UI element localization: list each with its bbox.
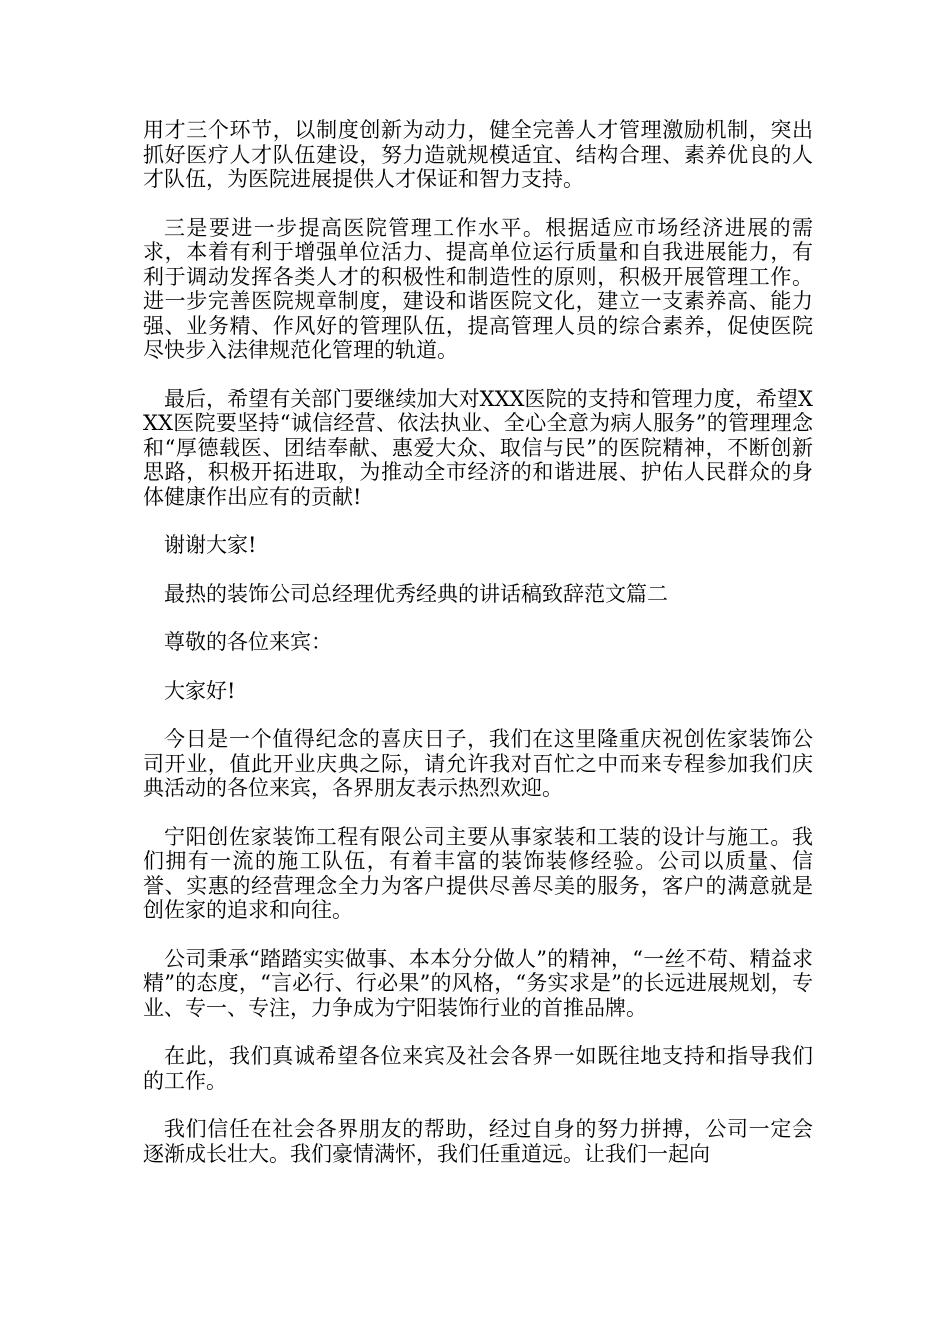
closing-thanks: 谢谢大家! [164,533,257,557]
greeting: 大家好! [164,678,236,703]
section-heading: 最热的装饰公司总经理优秀经典的讲话稿致辞范文篇二 [164,581,668,606]
paragraph-3: 最后，希望有关部门要继续加大对XXX医院的支持和管理力度，希望XXX医院要坚持“诚信经营、依法执业、全心全意为病人服务”的管理理念和“厚德载医、团结奉献、惠爱大众、取信与民”的医院精神，不断创新思路，积极开拓进取，为推动全市经济的和谐进展、护佑人民群众的身体健康作出应有的贡献! [143,386,813,509]
paragraph-8: 今日是一个值得纪念的喜庆日子，我们在这里隆重庆祝创佐家装饰公司开业，值此开业庆典之际，请允许我对百忙之中而来专程参加我们庆典活动的各位来宾，各界朋友表示热烈欢迎。 [143,727,813,800]
paragraph-10: 公司秉承“踏踏实实做事、本本分分做人”的精神，“一丝不苟、精益求精”的态度，“言必行、行必果”的风格，“务实求是”的长远进展规划，专业、专一、专注，力争成为宁阳装饰行业的首推品牌。 [143,946,813,1020]
salutation: 尊敬的各位来宾： [164,630,332,654]
paragraph-12: 我们信任在社会各界朋友的帮助，经过自身的努力拼搏，公司一定会逐渐成长壮大。我们豪情满怀，我们任重道远。让我们一起向 [143,1117,813,1166]
paragraph-9: 宁阳创佐家装饰工程有限公司主要从事家装和工装的设计与施工。我们拥有一流的施工队伍，有着丰富的装饰装修经验。公司以质量、信誉、实惠的经营理念全力为客户提供尽善尽美的服务，客户的满意就是创佐家的追求和向往。 [143,824,813,922]
paragraph-2: 三是要进一步提高医院管理工作水平。根据适应市场经济进展的需求，本着有利于增强单位活力、提高单位运行质量和自我进展能力，有利于调动发挥各类人才的积极性和制造性的原则，积极开展管理工作。进一步完善医院规章制度，建设和谐医院文化，建立一支素养高、能力强、业务精、作风好的管理队伍，提高管理人员的综合素养，促使医院尽快步入法律规范化管理的轨道。 [143,215,813,362]
document-page [143,118,813,1166]
paragraph-1: 用才三个环节，以制度创新为动力，健全完善人才管理激励机制，突出抓好医疗人才队伍建设，努力造就规模适宜、结构合理、素养优良的人才队伍，为医院进展提供人才保证和智力支持。 [143,118,813,191]
paragraph-11: 在此，我们真诚希望各位来宾及社会各界一如既往地支持和指导我们的工作。 [143,1044,813,1093]
